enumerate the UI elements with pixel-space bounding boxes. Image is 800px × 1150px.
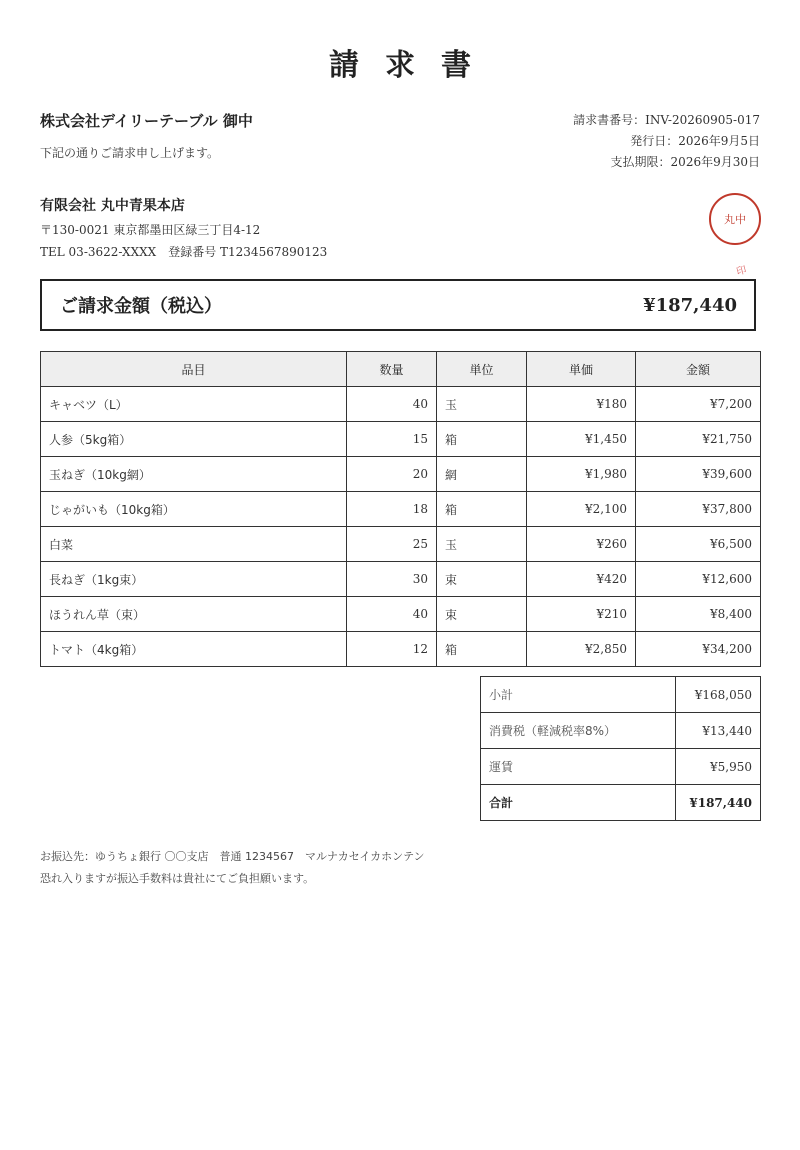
fee-note: 恐れ入りますが振込手数料は貴社にてご負担願います。 — [40, 872, 315, 885]
table-row — [41, 387, 761, 422]
item-unit-price: ¥1,450 — [527, 422, 636, 457]
item-unit-price: ¥2,100 — [527, 492, 636, 527]
bank-info: お振込先：ゆうちょ銀行 〇〇支店 普通 1234567 マルナカセイカホンテン — [40, 850, 425, 863]
item-quantity: 40 — [347, 597, 437, 632]
table-row — [41, 632, 761, 667]
header-item: 品目 — [41, 352, 347, 387]
subtotal-value: ¥168,050 — [676, 677, 761, 713]
item-unit: 箱 — [437, 422, 527, 457]
item-amount: ¥7,200 — [636, 387, 761, 422]
subtotal-label: 小計 — [481, 677, 676, 713]
due-date: 支払期限：2026年9月30日 — [610, 155, 760, 169]
item-quantity: 18 — [347, 492, 437, 527]
item-amount: ¥8,400 — [636, 597, 761, 632]
item-quantity: 25 — [347, 527, 437, 562]
grand-total-value: ¥187,440 — [676, 785, 761, 821]
recipient-name: 株式会社デイリーテーブル 御中 — [40, 112, 253, 130]
item-amount: ¥21,750 — [636, 422, 761, 457]
invoice-title: 請求書 — [329, 48, 497, 83]
shipping-row — [481, 749, 761, 785]
items-table-header — [41, 352, 761, 387]
item-unit: 箱 — [437, 492, 527, 527]
items-table — [40, 351, 761, 667]
item-unit-price: ¥180 — [527, 387, 636, 422]
item-unit: 玉 — [437, 387, 527, 422]
tax-label: 消費税（軽減税率8%） — [481, 713, 676, 749]
item-unit: 箱 — [437, 632, 527, 667]
table-row — [41, 492, 761, 527]
tax-value: ¥13,440 — [676, 713, 761, 749]
item-name: ほうれん草（束） — [41, 597, 347, 632]
item-amount: ¥34,200 — [636, 632, 761, 667]
seal-mark: 印 — [735, 264, 748, 279]
tax-row — [481, 713, 761, 749]
subtotal-row — [481, 677, 761, 713]
item-quantity: 30 — [347, 562, 437, 597]
invoice-number: 請求書番号：INV-20260905-017 — [573, 113, 760, 127]
item-name: 白菜 — [41, 527, 347, 562]
item-amount: ¥39,600 — [636, 457, 761, 492]
item-unit-price: ¥1,980 — [527, 457, 636, 492]
header-unit: 単位 — [437, 352, 527, 387]
table-row — [41, 457, 761, 492]
item-amount: ¥6,500 — [636, 527, 761, 562]
header-quantity: 数量 — [347, 352, 437, 387]
item-amount: ¥12,600 — [636, 562, 761, 597]
total-amount-box — [40, 279, 756, 331]
table-row — [41, 597, 761, 632]
invoice-meta — [573, 110, 760, 173]
issuer-name: 有限会社 丸中青果本店 — [40, 198, 185, 214]
shipping-label: 運賃 — [481, 749, 676, 785]
header-unit-price: 単価 — [527, 352, 636, 387]
item-name: じゃがいも（10kg箱） — [41, 492, 347, 527]
item-unit-price: ¥420 — [527, 562, 636, 597]
table-row — [41, 562, 761, 597]
item-unit-price: ¥260 — [527, 527, 636, 562]
item-unit: 網 — [437, 457, 527, 492]
seal-text: 丸中 — [724, 213, 746, 226]
item-name: 長ねぎ（1kg束） — [41, 562, 347, 597]
table-row — [41, 422, 761, 457]
item-name: キャベツ（L） — [41, 387, 347, 422]
item-amount: ¥37,800 — [636, 492, 761, 527]
issuer-tel: TEL 03-3622-XXXX 登録番号 T1234567890123 — [40, 245, 328, 259]
item-unit: 束 — [437, 597, 527, 632]
total-amount-value: ¥187,440 — [643, 294, 737, 316]
item-quantity: 40 — [347, 387, 437, 422]
item-name: トマト（4kg箱） — [41, 632, 347, 667]
item-unit-price: ¥2,850 — [527, 632, 636, 667]
header-amount: 金額 — [636, 352, 761, 387]
summary-table — [480, 676, 761, 821]
grand-total-label: 合計 — [481, 785, 676, 821]
company-seal-stamp — [709, 193, 761, 245]
item-quantity: 20 — [347, 457, 437, 492]
item-name: 人参（5kg箱） — [41, 422, 347, 457]
item-quantity: 15 — [347, 422, 437, 457]
issue-date: 発行日：2026年9月5日 — [630, 134, 760, 148]
intro-text: 下記の通りご請求申し上げます。 — [40, 146, 220, 160]
total-amount-label: ご請求金額（税込） — [60, 296, 222, 317]
shipping-value: ¥5,950 — [676, 749, 761, 785]
issuer-address: 〒130-0021 東京都墨田区緑三丁目4-12 — [40, 223, 261, 237]
payment-notes — [40, 846, 425, 890]
item-unit: 玉 — [437, 527, 527, 562]
item-unit: 束 — [437, 562, 527, 597]
item-quantity: 12 — [347, 632, 437, 667]
table-row — [41, 527, 761, 562]
item-name: 玉ねぎ（10kg網） — [41, 457, 347, 492]
grand-total-row — [481, 785, 761, 821]
item-unit-price: ¥210 — [527, 597, 636, 632]
